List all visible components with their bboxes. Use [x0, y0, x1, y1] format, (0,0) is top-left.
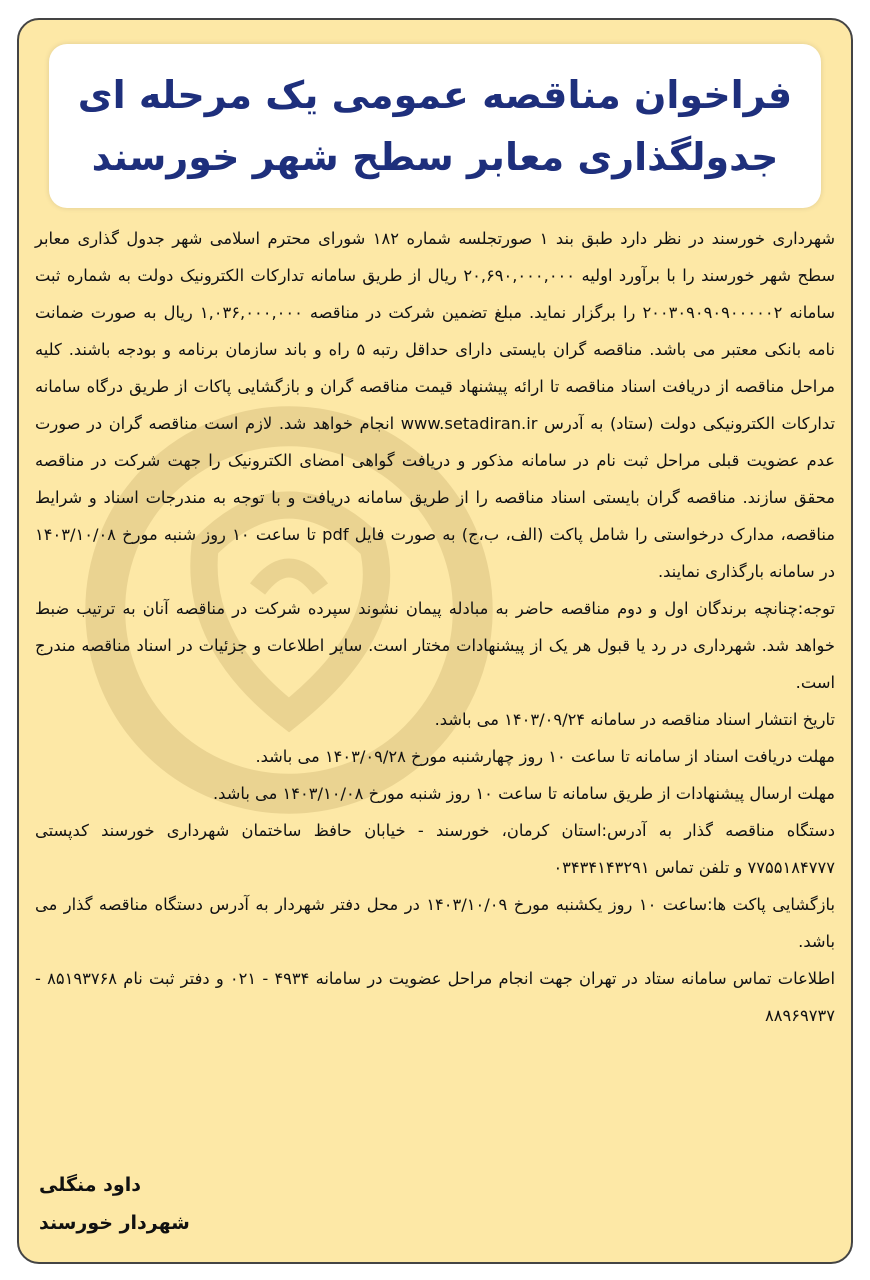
paragraph-publish-date: تاریخ انتشار اسناد مناقصه در سامانه ۱۴۰۳/۰۹/۲۴ می باشد.	[434, 710, 835, 729]
paragraph-note: توجه:چنانچه برندگان اول و دوم مناقصه حاضر به مبادله پیمان نشوند سپرده شرکت در مناقصه آنان به ترتیب ضبط خواهد شد. شهرداری در رد یا قبول هر یک از پیشنهادات مختار است. سایر اطلاعات و جزئیات در اسناد مناقصه مندرج است.	[35, 599, 835, 692]
title-line-2: جدولگذاری معابر سطح شهر خورسند	[91, 135, 779, 179]
signature-name: داود منگلی	[39, 1174, 141, 1196]
signature-block	[39, 1166, 239, 1242]
paragraph-receive-deadline: مهلت دریافت اسناد از سامانه تا ساعت ۱۰ روز چهارشنبه مورخ ۱۴۰۳/۰۹/۲۸ می باشد.	[255, 747, 835, 766]
paragraph-address: دستگاه مناقصه گذار به آدرس:استان کرمان، خورسند - خیابان حافظ ساختمان شهرداری خورسند کدپستی ۷۷۵۵۱۸۴۷۷۷ و تلفن تماس ۰۳۴۳۴۱۴۳۲۹۱	[35, 821, 835, 877]
notice-body	[35, 220, 835, 1034]
paragraph-main: شهرداری خورسند در نظر دارد طبق بند ۱ صورتجلسه شماره ۱۸۲ شورای محترم اسلامی شهر جدول گذاری معابر سطح شهر خورسند را با برآورد اولیه ۲۰,۶۹۰,۰۰۰,۰۰۰ ریال از طریق سامانه تدارکات الکترونیک دولت به شماره ثبت سامانه ۲۰۰۳۰۹۰۹۰۹۰۰۰۰۰۲ را برگزار نماید. مبلغ تضمین شرکت در مناقصه ۱,۰۳۶,۰۰۰,۰۰۰ ریال به صورت ضمانت نامه بانکی معتبر می باشد. مناقصه گران بایستی دارای حداقل رتبه ۵ راه و باند سازمان برنامه و بودجه باشند. کلیه مراحل مناقصه از دریافت اسناد مناقصه تا ارائه پیشنهاد قیمت مناقصه گران و بازگشایی پاکات از طریق درگاه سامانه تدارکات الکترونیکی دولت (ستاد) به آدرس www.setadiran.ir انجام خواهد شد. لازم است مناقصه گران در صورت عدم عضویت قبلی مراحل ثبت نام در سامانه مذکور و دریافت گواهی امضای الکترونیک را جهت شرکت در مناقصه محقق سازند. مناقصه گران بایستی اسناد مناقصه را از طریق سامانه دریافت و با توجه به مندرجات اسناد و شرایط مناقصه، مدارک درخواستی را شامل پاکت (الف، ب،ج) به صورت فایل pdf تا ساعت ۱۰ روز شنبه مورخ ۱۴۰۳/۱۰/۰۸ در سامانه بارگذاری نمایند.	[35, 229, 835, 581]
notice-frame	[17, 18, 853, 1264]
title-box	[49, 44, 821, 208]
paragraph-submit-deadline: مهلت ارسال پیشنهادات از طریق سامانه تا ساعت ۱۰ روز شنبه مورخ ۱۴۰۳/۱۰/۰۸ می باشد.	[213, 784, 835, 803]
paragraph-opening: بازگشایی پاکت ها:ساعت ۱۰ روز یکشنبه مورخ ۱۴۰۳/۱۰/۰۹ در محل دفتر شهردار به آدرس دستگاه مناقصه گذار می باشد.	[35, 895, 835, 951]
signature-role: شهردار خورسند	[39, 1212, 190, 1234]
title-line-1: فراخوان مناقصه عمومی یک مرحله ای	[77, 73, 793, 117]
paragraph-contact: اطلاعات تماس سامانه ستاد در تهران جهت انجام مراحل عضویت در سامانه ۴۹۳۴ - ۰۲۱ و دفتر ثبت نام ۸۵۱۹۳۷۶۸ - ۸۸۹۶۹۷۳۷	[35, 969, 835, 1025]
